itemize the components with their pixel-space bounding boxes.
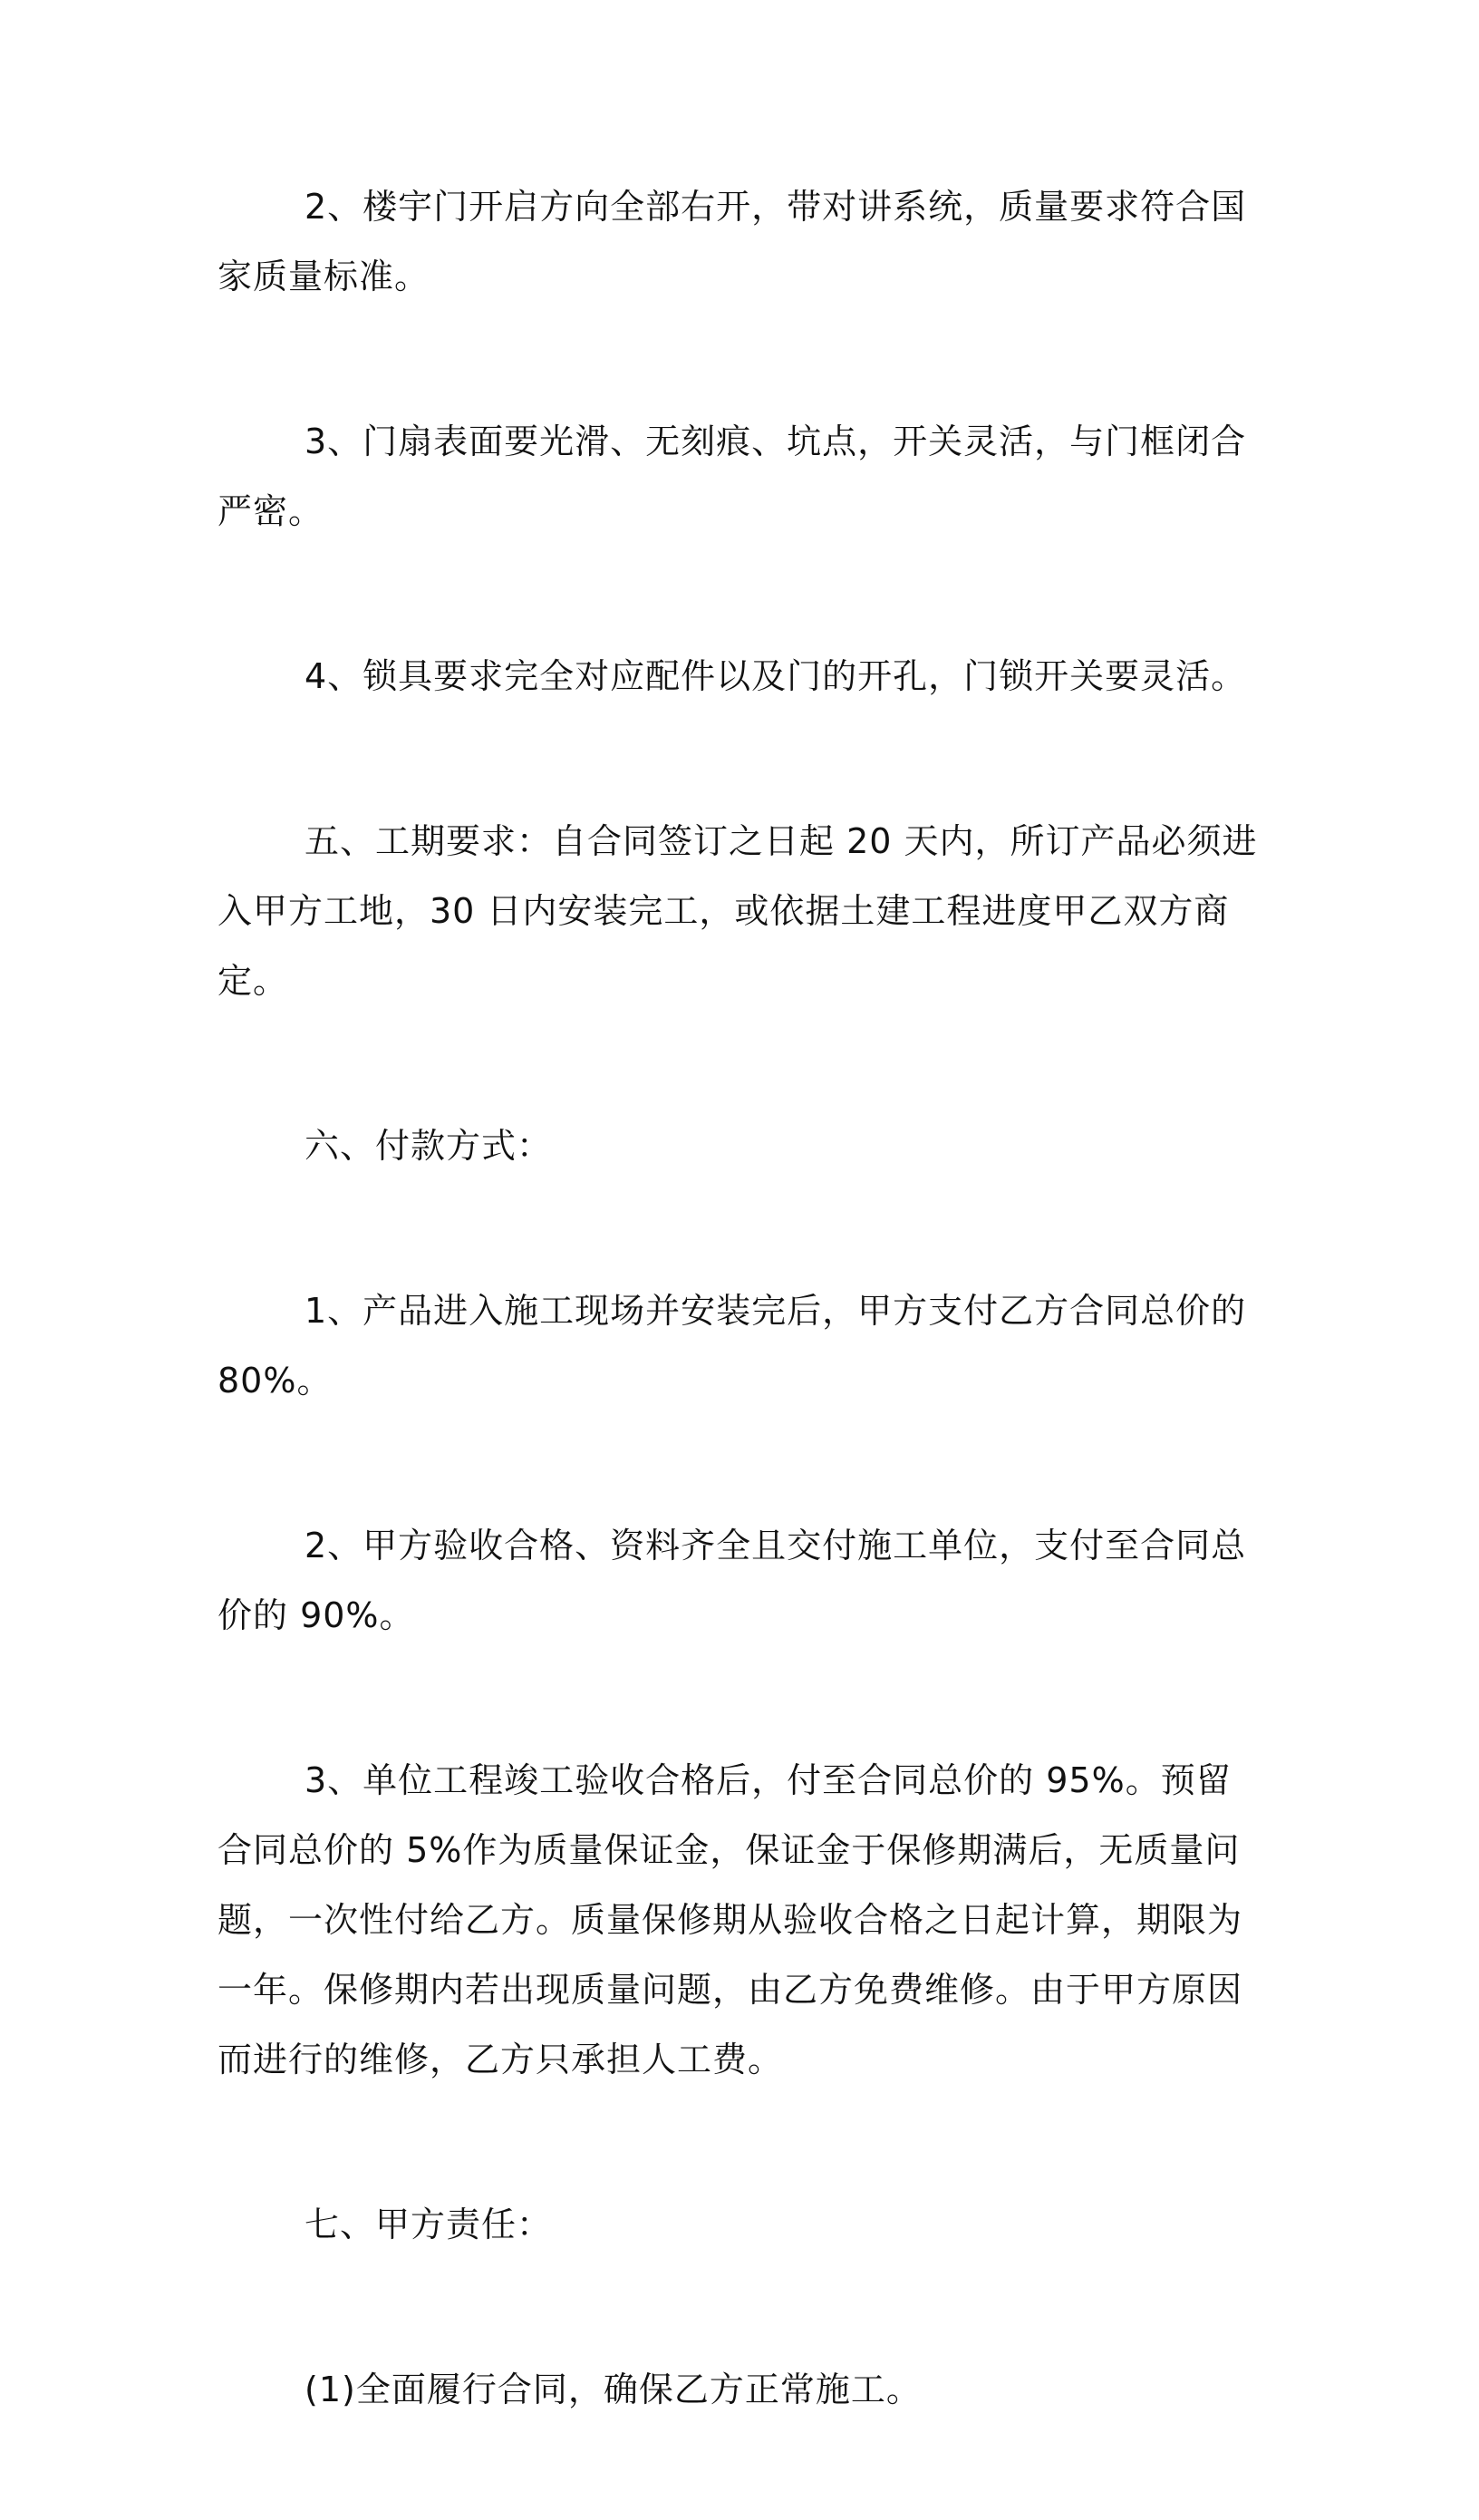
section-5-schedule: 五、工期要求：自合同签订之日起 20 天内，所订产品必须进入甲方工地，30 日内安装完工，或依据土建工程进度甲乙双方商定。	[218, 821, 1258, 1001]
section-7-heading: 七、甲方责任：	[304, 2205, 553, 2244]
section-6-heading: 六、付款方式：	[304, 1126, 553, 1166]
payment-clause-2: 2、甲方验收合格、资料齐全且交付施工单位，支付至合同总价的 90%。	[218, 1526, 1247, 1635]
clause-3-door-surface: 3、门扇表面要光滑、无刻痕、坑点，开关灵活，与门框闭合严密。	[218, 422, 1247, 531]
responsibility-clause-1: (1)全面履行合同，确保乙方正常施工。	[304, 2370, 922, 2409]
payment-clause-1: 1、产品进入施工现场并安装完后，甲方支付乙方合同总价的80%。	[218, 1291, 1247, 1401]
clause-4-lock-requirements: 4、锁具要求完全对应配件以及门的开孔，门锁开关要灵活。	[304, 656, 1247, 696]
clause-2-door-direction: 2、楼宇门开启方向全部右开，带对讲系统，质量要求符合国家质量标准。	[218, 187, 1247, 296]
payment-clause-3: 3、单位工程竣工验收合格后，付至合同总价的 95%。预留合同总价的 5%作为质量保证金，保证金于保修期满后，无质量问题，一次性付给乙方。质量保修期从验收合格之日起计算，期限为一年。保修期内若出现质量问题，由乙方免费维修。由于甲方原因而进行的维修，乙方只承担人工费。	[218, 1760, 1243, 2079]
document-body	[218, 172, 1260, 2520]
